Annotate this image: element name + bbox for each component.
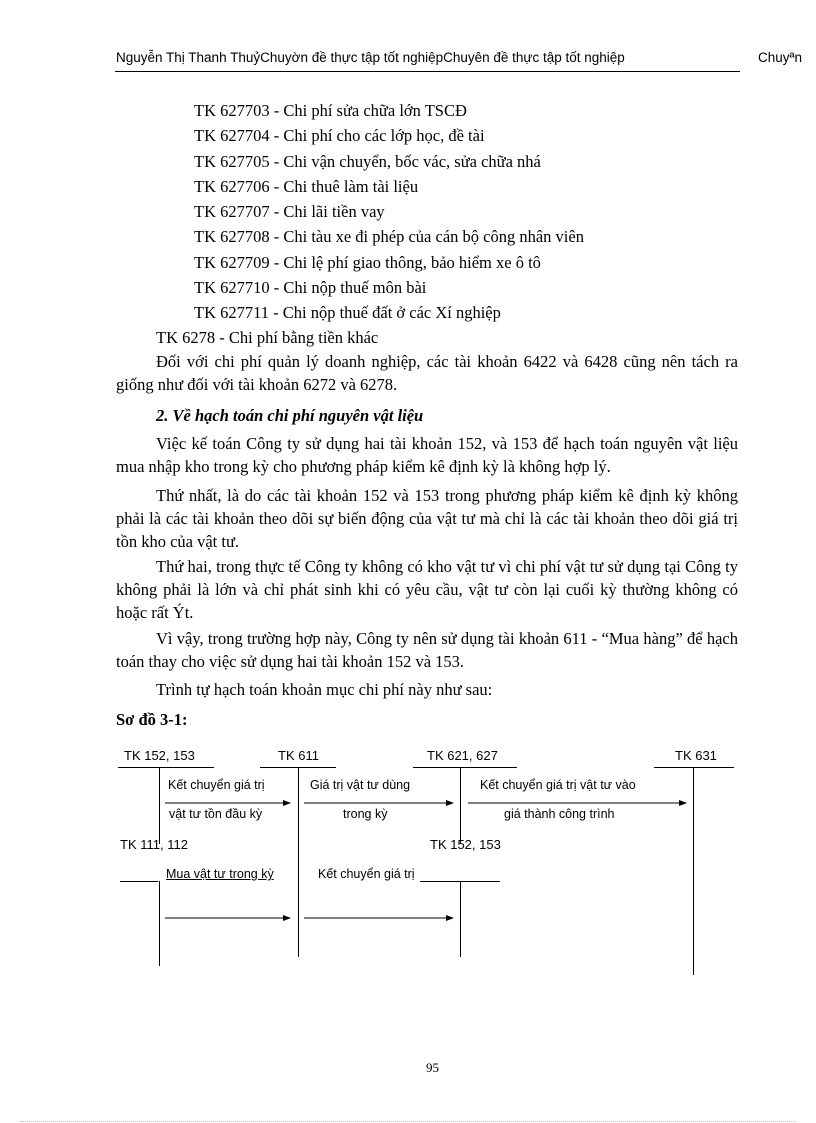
- account-item: TK 627708 - Chi tàu xe đi phép của cán bộ công nhân viên: [194, 227, 584, 247]
- arrow2-text-2: trong kỳ: [343, 807, 388, 821]
- arrow1-text-2: vật tư tồn đầu kỳ: [169, 807, 263, 821]
- section-heading: 2. Về hạch toán chi phí nguyên vật liệu: [156, 406, 424, 425]
- paragraph-4: Vì vậy, trong trường hợp này, Công ty nên sử dụng tài khoản 611 - “Mua hàng” để hạch toán thay cho việc sử dụng hai tài khoản 152 và 153.: [116, 629, 738, 671]
- page-header-right: Chuyªn: [758, 50, 803, 65]
- arrow3-text-1: Kết chuyển giá trị vật tư vào: [480, 778, 636, 792]
- arrow4-text: Mua vật tư trong kỳ: [166, 867, 274, 881]
- page-number: 95: [426, 1060, 439, 1075]
- paragraph-5: Trình tự hạch toán khoản mục chi phí này như sau:: [156, 680, 493, 699]
- arrow2-text-1: Giá trị vật tư dùng: [310, 778, 411, 792]
- label-tk-111-112: TK 111, 112: [120, 837, 188, 852]
- account-item: TK 627704 - Chi phí cho các lớp học, đề tài: [194, 126, 485, 146]
- account-item: TK 627706 - Chi thuê làm tài liệu: [194, 176, 419, 196]
- arrow5-text: Kết chuyển giá trị: [318, 867, 415, 881]
- arrow1-text-1: Kết chuyển giá trị: [168, 778, 265, 792]
- paragraph-2: Thứ nhất, là do các tài khoản 152 và 153 trong phương pháp kiểm kê định kỳ không phải là các tài khoản theo dõi sự biến động của vật tư mà chỉ là các tài khoản theo dõi giá trị tồn kho của vật tư.: [116, 486, 738, 551]
- label-tk-152-153: TK 152, 153: [124, 748, 195, 763]
- diagram-title: Sơ đồ 3-1:: [116, 710, 188, 729]
- account-item: TK 627707 - Chi lãi tiền vay: [194, 202, 385, 222]
- account-item: TK 627705 - Chi vận chuyển, bốc vác, sửa chữa nhá: [194, 151, 541, 171]
- account-item: TK 627709 - Chi lệ phí giao thông, bảo hiểm xe ô tô: [194, 252, 541, 272]
- arrow3-text-2: giá thành công trình: [504, 807, 615, 821]
- account-item: TK 627711 - Chi nộp thuế đất ở các Xí nghiệp: [194, 303, 501, 323]
- label-tk-152-153-b: TK 152, 153: [430, 837, 501, 852]
- label-tk-611: TK 611: [278, 748, 319, 763]
- label-tk-631: TK 631: [675, 748, 717, 763]
- paragraph-qldn: Đối với chi phí quản lý doanh nghiệp, các tài khoản 6422 và 6428 cũng nên tách ra giống như đối với tài khoản 6272 và 6278.: [116, 352, 738, 394]
- account-6278: TK 6278 - Chi phí bằng tiền khác: [156, 328, 379, 347]
- account-item: TK 627710 - Chi nộp thuế môn bài: [194, 278, 427, 298]
- page-bottom-border: [20, 1121, 796, 1122]
- page-header: Nguyễn Thị Thanh ThuỷChuyờn đề thực tập tốt nghiệpChuyên đề thực tập tốt nghiệp: [116, 50, 625, 65]
- paragraph-1: Việc kế toán Công ty sử dụng hai tài khoản 152, và 153 để hạch toán nguyên vật liệu mua nhập kho trong kỳ cho phương pháp kiểm kê định kỳ là không hợp lý.: [116, 434, 738, 476]
- paragraph-3: Thứ hai, trong thực tế Công ty không có kho vật tư vì chi phí vật tư sử dụng tại Công ty không phải là lớn và chỉ phát sinh khi có yêu cầu, vật tư còn lại cuối kỳ thường không có hoặc rất Ýt.: [116, 557, 738, 622]
- label-tk-621-627: TK 621, 627: [427, 748, 498, 763]
- account-item: TK 627703 - Chi phí sửa chữa lớn TSCĐ: [194, 101, 467, 120]
